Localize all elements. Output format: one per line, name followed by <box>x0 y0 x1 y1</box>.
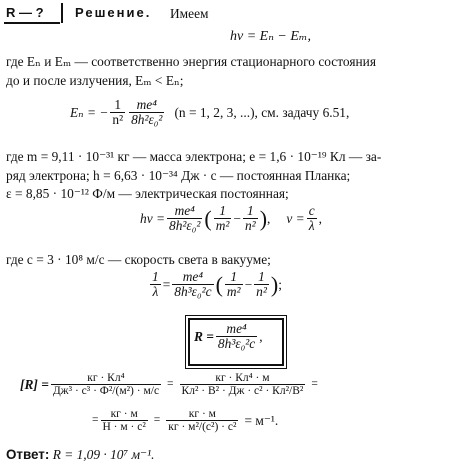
text-line-5: ε = 8,85 · 10⁻¹² Ф/м — электрическая постоянная; <box>6 186 289 201</box>
text-line-6: где c = 3 · 10⁸ м/с — скорость света в вакууме; <box>6 252 271 267</box>
problem-unknown: R — ? <box>6 5 44 20</box>
eq2-rhs: (n = 1, 2, 3, ...), см. задачу 6.51, <box>174 104 350 120</box>
equation-rydberg: R = $\frac{\text{me⁴}}{\text{8h³ε₀²c}}$ , <box>194 321 263 352</box>
eq2-frac1: $\frac{1}{\text{n²}}$ <box>112 97 124 128</box>
eq3-frac-c: $\frac{c}{\lambda}$ <box>308 203 315 234</box>
answer <box>6 448 154 461</box>
answer-value: R = 1,09 · 10⁷ м⁻¹. <box>52 447 155 462</box>
eq3-frac-n: $\frac{1}{\text{n²}}$ <box>244 203 256 234</box>
text-line-2: до и после излучения, Eₘ < Eₙ; <box>6 73 184 88</box>
equation-hv-expanded: hν = $\frac{\text{me⁴}}{\text{8h²ε₀²}}$ ( $\frac{1}{\text{m²}}$ − $\frac{1}{\text{n²}}$ ) , ν = $\frac{c}{\lambda}$ , <box>140 203 323 234</box>
dim-result: = м⁻¹. <box>244 412 279 428</box>
header-underline <box>4 22 60 24</box>
text-line-4: ряд электрона; h = 6,63 · 10⁻³⁴ Дж · с — постоянная Планка; <box>6 168 351 183</box>
dim-frac-3: $\frac{кг \cdot м}{\text{Н · м · с²}}$ <box>102 408 146 434</box>
eq4-frac-n: $\frac{1}{\text{n²}}$ <box>256 269 267 300</box>
equation-inverse-lambda: $\frac{1}{\lambda}$ = $\frac{\text{me⁴}}{\text{8h³ε₀²c}}$ ( $\frac{1}{\text{m²}}$ − $\frac{1}{\text{n²}}$ ) ; <box>152 269 282 300</box>
eq3-lhs: hν = <box>140 210 166 226</box>
text-line-3: где m = 9,11 · 10⁻³¹ кг — масса электрона; e = 1,6 · 10⁻¹⁹ Кл — за- <box>6 149 382 164</box>
eq5-lhs: R = <box>194 328 214 344</box>
eq4-frac-m: $\frac{1}{\text{m²}}$ <box>226 269 241 300</box>
answer-label: Ответ: <box>6 447 50 462</box>
dim-frac-2: $\frac{\text{кг · Кл⁴ · м}}{\text{Кл² · В² · Дж · с² · Кл²/В²}}$ <box>181 372 304 398</box>
eq4-frac: $\frac{\text{me⁴}}{\text{8h³ε₀²c}}$ <box>174 269 212 300</box>
eq3-frac: $\frac{\text{me⁴}}{\text{8h²ε₀²}}$ <box>169 203 201 234</box>
solution-heading: Решение. <box>75 5 152 20</box>
header-divider <box>61 3 63 23</box>
eq4-lhs: $\frac{1}{\lambda}$ <box>152 269 159 300</box>
eq2-lhs: Eₙ = − <box>70 104 109 120</box>
eq3-nu: ν = <box>286 210 305 226</box>
dimension-line-1: [R] = $\frac{\text{кг · Кл⁴}}{\text{Дж³ · с³ · Ф²/(м²) · м/с}}$ = $\frac{\text{кг · Кл⁴ · м}}{\text{Кл² · В² · Дж · с² · Кл²/В²}}$ = <box>20 372 318 398</box>
eq3-rparen: ) <box>259 205 268 231</box>
eq2-frac2: $\frac{\text{me⁴}}{\text{8h²ε₀²}}$ <box>131 97 163 128</box>
text-line-1: где Eₙ и Eₘ — соответственно энергия стационарного состояния <box>6 54 377 69</box>
dimension-line-2: = $\frac{кг \cdot м}{\text{Н · м · с²}}$ = $\frac{кг \cdot м}{\text{кг · м²/(с²) · с²}}$ = м⁻¹. <box>92 408 279 434</box>
eq3-minus: − <box>233 210 241 226</box>
have-word: Имеем <box>170 6 209 21</box>
dim-lhs: [R] = <box>20 376 49 392</box>
eq3-frac-m: $\frac{1}{\text{m²}}$ <box>215 203 230 234</box>
equation-hv-energy: hν = Eₙ − Eₘ, <box>230 29 311 44</box>
eq5-frac: $\frac{\text{me⁴}}{\text{8h³ε₀²c}}$ <box>217 321 256 352</box>
eq3-lparen: ( <box>204 205 212 231</box>
equation-energy-level <box>70 98 349 127</box>
dim-frac-1: $\frac{\text{кг · Кл⁴}}{\text{Дж³ · с³ · Ф²/(м²) · м/с}}$ <box>52 372 160 398</box>
dim-frac-4: $\frac{кг \cdot м}{\text{кг · м²/(с²) · с²}}$ <box>168 408 237 434</box>
eq4-minus: − <box>244 276 253 292</box>
